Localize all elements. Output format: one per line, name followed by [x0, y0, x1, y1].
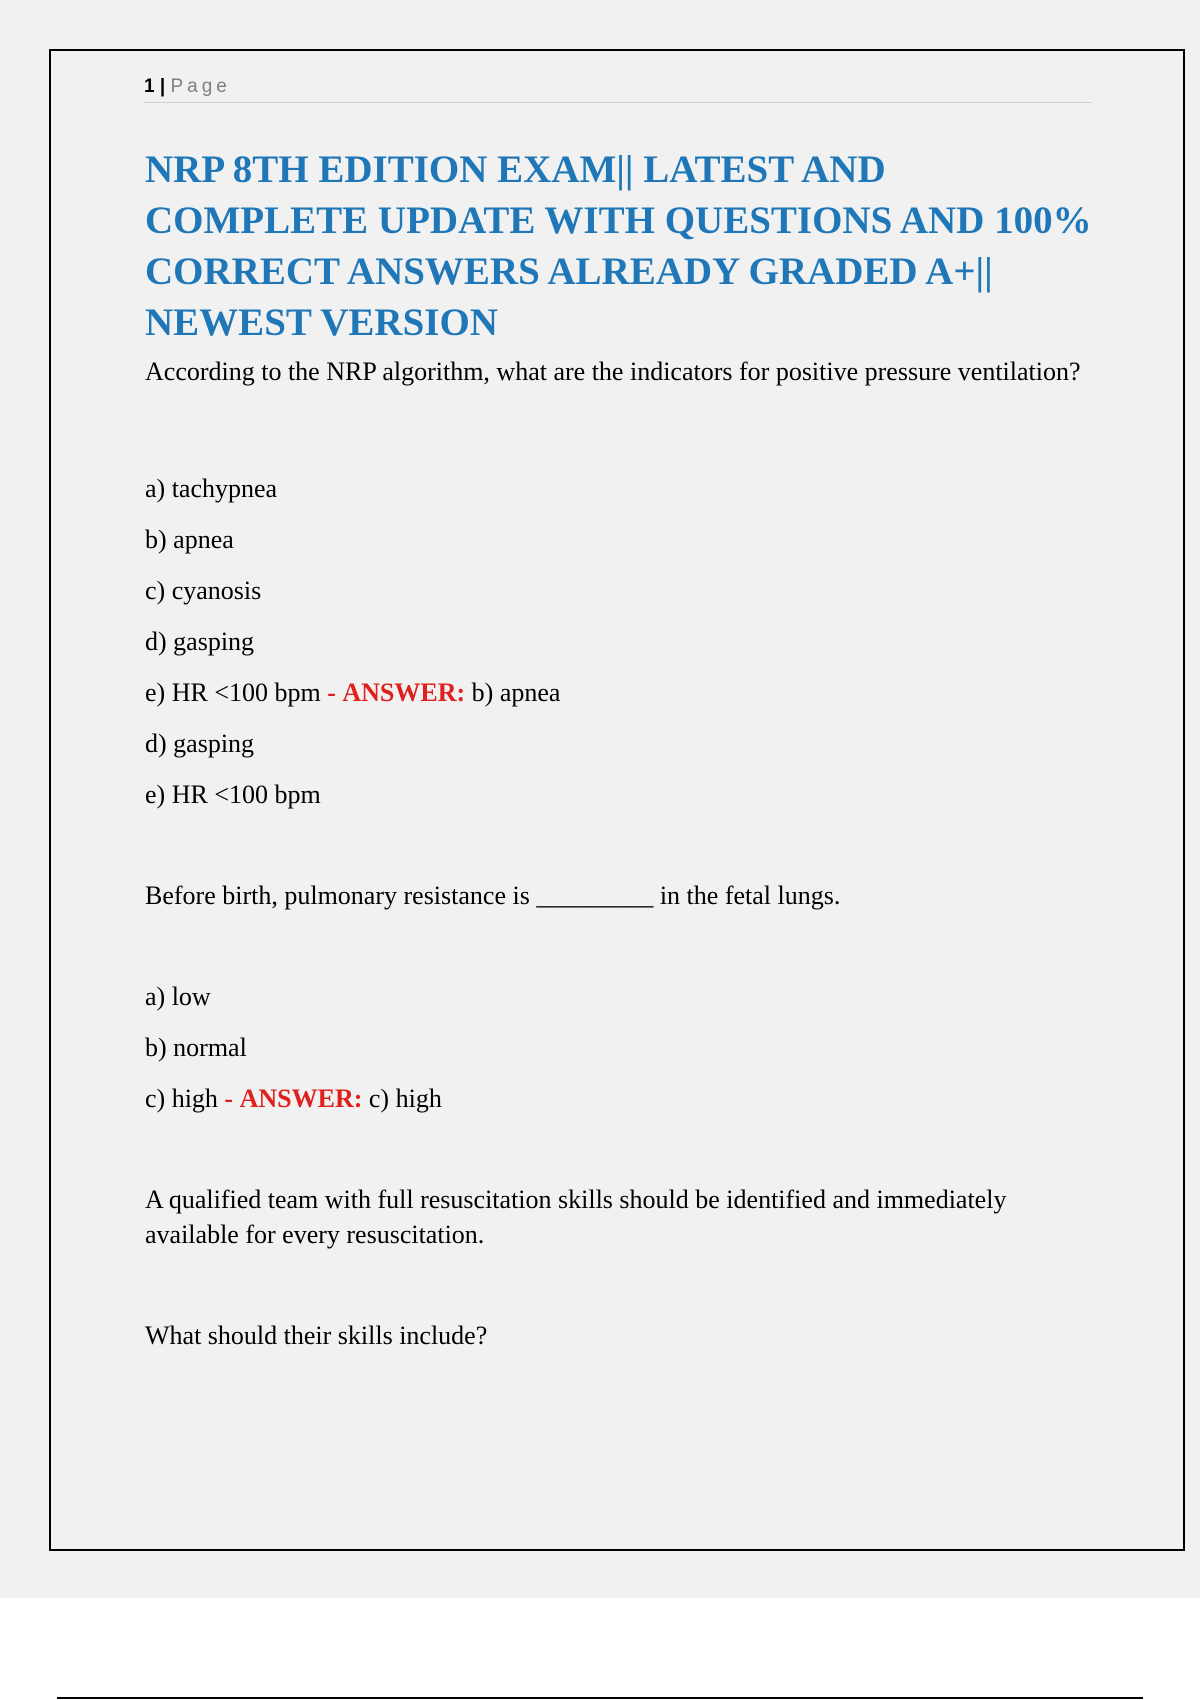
q1-answer-dash: - — [327, 678, 336, 707]
q1-extra-option-e: e) HR <100 bpm — [145, 780, 321, 809]
question-1-text: According to the NRP algorithm, what are the indicators for positive pressure ventilation? — [145, 357, 1081, 386]
document-title: NRP 8TH EDITION EXAM|| LATEST AND COMPLETE UPDATE WITH QUESTIONS AND 100% CORRECT ANSWERS ALREADY GRADED A+|| NEWEST VERSION — [145, 148, 1092, 344]
page-header — [144, 74, 1092, 103]
page-number: 1 — [144, 76, 155, 97]
next-page-rule — [57, 1697, 1143, 1699]
question-3-text: A qualified team with full resuscitation skills should be identified and immediately available for every resuscitation. — [145, 1185, 1007, 1249]
q2-option-c: c) high — [145, 1084, 218, 1113]
q2-option-a: a) low — [145, 982, 211, 1011]
page-label: Page — [170, 76, 231, 97]
page-separator: | — [159, 76, 166, 97]
document-body — [145, 144, 1095, 1353]
q1-option-a: a) tachypnea — [145, 474, 278, 503]
next-page-area — [0, 1598, 1200, 1700]
q1-option-e-with-answer — [145, 675, 1095, 710]
q2-option-b: b) normal — [145, 1033, 247, 1062]
q1-option-c: c) cyanosis — [145, 576, 262, 605]
q1-answer-value: b) apnea — [471, 678, 561, 707]
q1-extra-option-d: d) gasping — [145, 729, 255, 758]
question-2-text: Before birth, pulmonary resistance is _________ in the fetal lungs. — [145, 881, 841, 910]
q1-answer-label: ANSWER: — [342, 678, 466, 707]
q1-option-b: b) apnea — [145, 525, 234, 554]
question-3-followup: What should their skills include? — [145, 1321, 488, 1350]
q2-answer-dash: - — [224, 1084, 234, 1113]
q1-option-e: e) HR <100 bpm — [145, 678, 321, 707]
q2-answer-label: ANSWER: — [239, 1084, 363, 1113]
q2-answer-value: c) high — [368, 1084, 442, 1113]
q2-option-c-with-answer — [145, 1081, 1095, 1116]
q1-option-d: d) gasping — [145, 627, 255, 656]
